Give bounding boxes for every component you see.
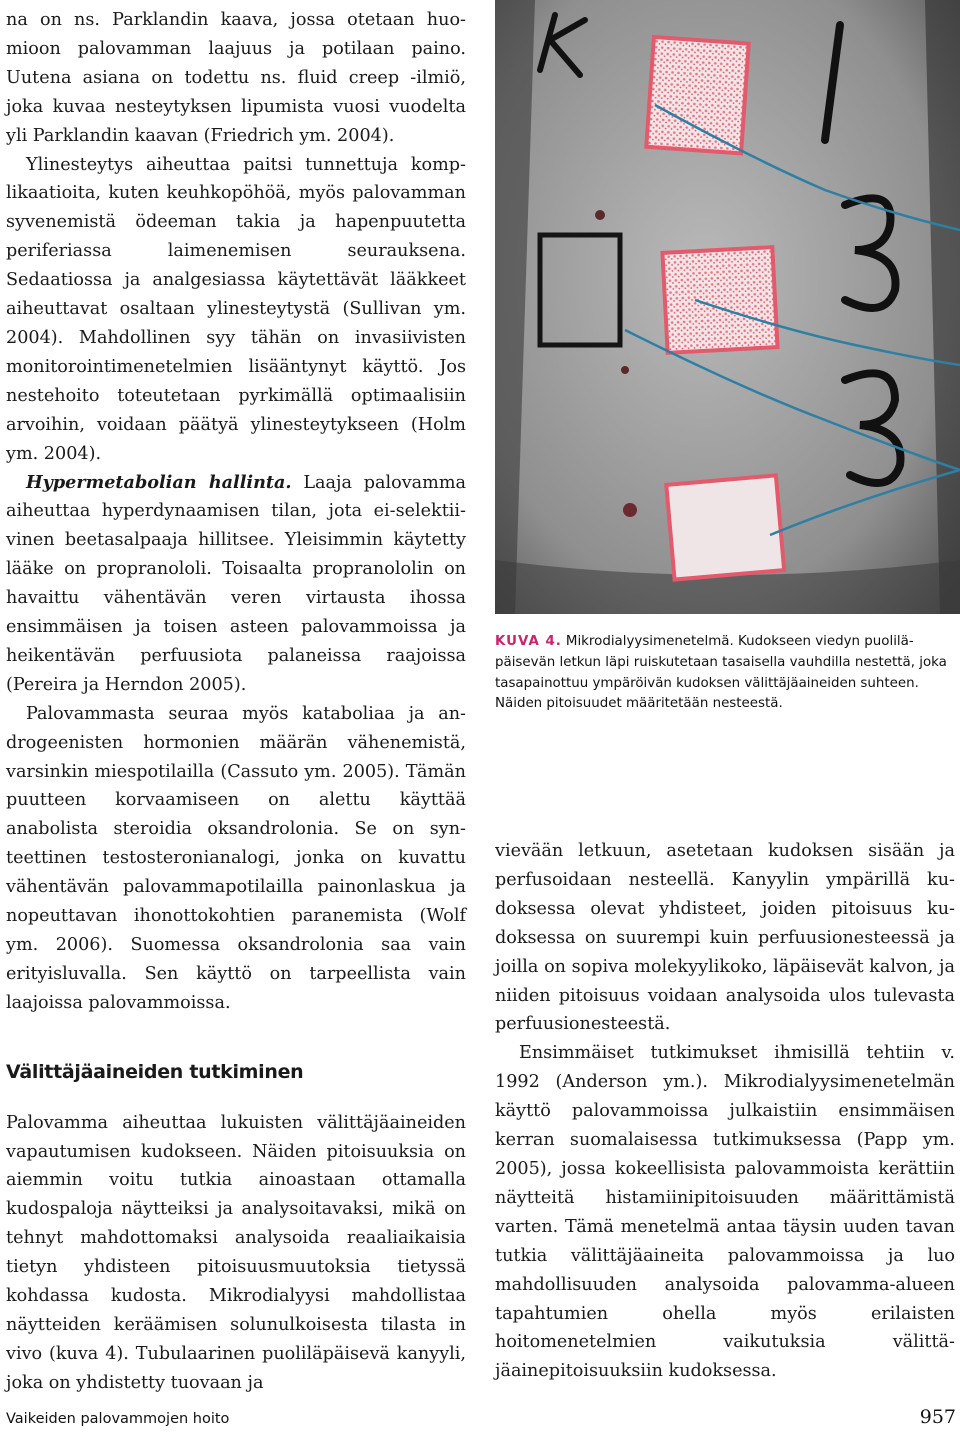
figure-photo (495, 0, 960, 614)
left-column (6, 6, 466, 1398)
run-in-heading: Hypermetabolian hallinta. (26, 471, 292, 493)
section-heading: Välittäjäaineiden tutkiminen (6, 1060, 304, 1083)
test-area-2 (662, 247, 777, 353)
puncture-mark (623, 503, 637, 517)
puncture-mark (621, 366, 629, 374)
paragraph: Ensimmäiset tutkimukset ihmisillä tehtiin v. 1992 (Anderson ym.). Mikrodialyysimenetelmän käyttö palovammoissa julkaistiin ensimmäisen kerran suomalaisessa tutkimuksessa (Papp ym. 2005), jossa kokeellisista palovammoista kerättiin näytteitä histamiinipitoisuuden määrittämistä varten. Tämä menetelmä antaa täysin uuden tavan tutkia välittäjäaineita palovammoissa ja luo mahdollisuuden analysoida palovamma-alueen tapahtumien ohella myös erilaisten hoitomenetelmien vaikutuksia välittäjäainepitoisuuksiin kudoksessa. (495, 1043, 955, 1382)
paragraph (6, 469, 466, 700)
paragraph: vievään letkuun, asetetaan kudoksen sisään ja perfusoidaan nesteellä. Kanyylin ympärillä kudoksessa olevat yhdisteet, joiden pitoisuus kudoksessa on suurempi kuin perfuusionesteessä ja joilla on sopiva molekyylikoko, läpäisevät kalvon, ja niiden pitoisuus voidaan analysoida ulos tulevasta perfuusionesteestä. (495, 841, 955, 1035)
test-area-1 (646, 37, 748, 153)
paragraph-text: Laaja palovamma aiheuttaa hyperdynaamisen tilan, jota ei-selektiivinen beetasalpaaja hillitsee. Yleisimmin käytetty lääke on propranololi. Toisaalta propranololin on havaittu vähentävän veren virtausta ihossa ensimmäisen ja toisen asteen palovammoissa ja heikentävän perfuusiota palaneissa raajoissa (Pereira ja Herndon 2005). (6, 472, 467, 695)
paragraph: Ylinesteytys aiheuttaa paitsi tunnettuja komplikaatioita, kuten keuhkopöhöä, myös palovamman syvenemistä ödeeman takia ja hapenpuutetta periferiassa laimenemisen seurauksena. Sedaatiossa ja analgesiassa käytettävät lääkkeet aiheuttavat osaltaan ylinesteytystä (Sullivan ym. 2004). Mahdollinen syy tähän on invasiivisten monitorointimenetelmien lisääntynyt käyttö. Jos nestehoito toteutetaan pyrkimällä optimaalisiin arvoihin, voidaan päätyä ylinesteytykseen (Holm ym. 2004). (6, 154, 466, 464)
right-column (495, 837, 955, 1386)
paragraph: Palovamma aiheuttaa lukuisten välittäjäaineiden vapautumisen kudokseen. Näiden pitoisuuksia on aiemmin voitu tutkia ainoastaan ottamalla kudospaloja näytteiksi ja analysoitavaksi, mikä on tehnyt mahdottomaksi analysoida reaaliaikaisia tietyn yhdisteen pitoisuusmuutoksia tietyssä kohdassa kudosta. Mikrodialyysi mahdollistaa näytteiden keräämisen solunulkoisesta tilasta in vivo (kuva 4). Tubulaarinen puoliläpäisevä kanyyli, joka on yhdistetty tuovaan ja (6, 1112, 466, 1393)
running-title: Vaikeiden palovammojen hoito (6, 1411, 230, 1427)
caption-text: Mikrodialyysimenetelmä. Kudokseen viedyn puoliläpäisevän letkun läpi ruiskutetaan tasaisella vauhdilla nestettä, joka tasapainottuu ympäröivän kudoksen välittäjäaineiden suhteen. Näiden pitoisuudet määritetään nesteestä. (495, 634, 947, 712)
paragraph: Palovammasta seuraa myös kataboliaa ja androgeenisten hormonien määrän vähenemistä, varsinkin miespotilailla (Cassuto ym. 2005). Tämän puutteen korvaamiseen on alettu käyttää anabolista steroidia oksandrolonia. Se on synteettinen testosteronianalogi, jonka on kuvattu vähentävän palovammapotilailla painonlaskua ja nopeuttavan ihonottokohtien paranemista (Wolf ym. 2006). Suomessa oksandrolonia saa vain erityisluvalla. Sen käyttö on tarpeellista vain laajoissa palovammoissa. (6, 703, 466, 1013)
page-number: 957 (919, 1406, 956, 1428)
test-area-3 (666, 475, 784, 579)
figure-caption (495, 632, 955, 715)
puncture-mark (595, 210, 605, 220)
microdialysis-photo (495, 0, 960, 614)
caption-label: KUVA 4. (495, 634, 562, 649)
paragraph: na on ns. Parklandin kaava, jossa otetaan huomioon palovamman laajuus ja potilaan paino. Uutena asiana on todettu ns. fluid creep -ilmiö, joka kuvaa nesteytyksen lipumista vuosi vuodelta yli Parklandin kaavan (Friedrich ym. 2004). (6, 10, 466, 146)
